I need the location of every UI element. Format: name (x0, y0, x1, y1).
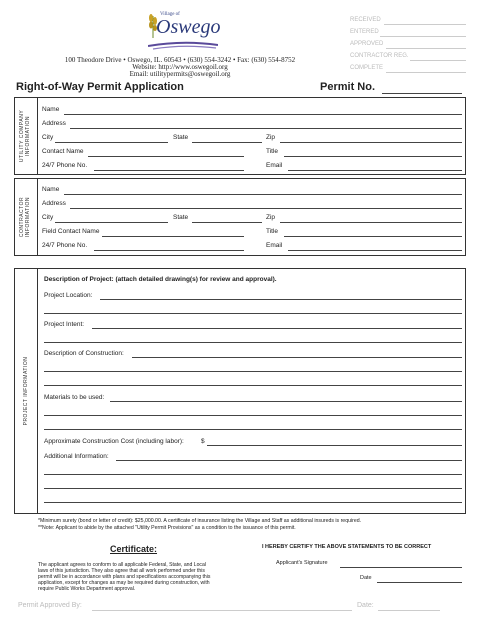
contractor-email-label: Email (266, 242, 283, 249)
date-field[interactable] (377, 582, 462, 583)
utility-state-field[interactable] (192, 142, 262, 143)
contractor-contact-label: Field Contact Name (42, 228, 100, 235)
logo-swoosh-icon (148, 40, 218, 50)
utility-zip-label: Zip (266, 134, 276, 141)
utility-title-label: Title (266, 148, 279, 155)
logo-small-text: Village of (160, 12, 180, 17)
project-location-field-2[interactable] (44, 313, 462, 314)
footer-date-field[interactable] (378, 610, 440, 611)
utility-name-field[interactable] (64, 114, 462, 115)
project-additional-field[interactable] (116, 460, 462, 461)
contractor-phone-field[interactable] (94, 250, 244, 251)
email[interactable]: Email: utilitypermits@oswegoil.org (129, 70, 231, 78)
utility-side-label: UTILITY COMPANY INFORMATION (19, 109, 31, 163)
project-cost-symbol: $ (201, 438, 205, 445)
footer-date-label: Date: (357, 602, 374, 609)
project-materials-field-2[interactable] (44, 415, 462, 416)
project-construction-field-2[interactable] (44, 371, 462, 372)
utility-phone-field[interactable] (94, 170, 244, 171)
office-received-label: RECEIVED (350, 17, 381, 23)
utility-contact-label: Contact Name (42, 148, 84, 155)
project-construction-field-3[interactable] (44, 385, 462, 386)
office-approved-label: APPROVED (350, 41, 384, 47)
contractor-side-label: CONTRACTOR INFORMATION (19, 196, 31, 238)
project-materials-field-3[interactable] (44, 429, 462, 430)
project-additional-field-2[interactable] (44, 474, 462, 475)
project-intent-field[interactable] (92, 328, 462, 329)
utility-email-field[interactable] (288, 170, 462, 171)
utility-address-label: Address (42, 120, 66, 127)
form-title: Right-of-Way Permit Application (16, 81, 184, 93)
utility-name-label: Name (42, 106, 60, 113)
address-line: 100 Theodore Drive • Oswego, IL. 60543 • (630) 554-3242 • Fax: (630) 554-8752 (64, 56, 296, 64)
utility-address-field[interactable] (70, 128, 462, 129)
project-materials-label: Materials to be used: (44, 394, 105, 401)
contractor-city-label: City (42, 214, 54, 221)
project-construction-label: Description of Construction: (44, 350, 124, 357)
certificate-body: The applicant agrees to conform to all applicable Federal, State, and Local laws of this jurisdiction. They also agree that all work performed under this permit will be in accordance with plans and specifications accompanying this application, except for changes as may be required during construction, with require Public Works Department approval. (38, 562, 211, 592)
project-intent-field-2[interactable] (44, 342, 462, 343)
contractor-contact-field[interactable] (102, 236, 244, 237)
office-entered-label: ENTERED (350, 29, 379, 35)
contractor-state-label: State (173, 214, 189, 221)
applicant-signature-label: Applicant's Signature (276, 560, 328, 566)
permit-approved-by-label: Permit Approved By: (18, 602, 82, 609)
contractor-phone-label: 24/7 Phone No. (42, 242, 88, 249)
contractor-email-field[interactable] (288, 250, 462, 251)
utility-state-label: State (173, 134, 189, 141)
office-contractor-reg-label: CONTRACTOR REG. (350, 53, 409, 59)
permit-number-label: Permit No. (320, 81, 376, 93)
permit-number-field[interactable] (382, 93, 462, 94)
contractor-address-label: Address (42, 200, 66, 207)
surety-note: *Minimum surety (bond or letter of credit): $25,000.00. A certificate of insurance listing the Village and Staff as additional insureds is required. (38, 518, 362, 524)
contractor-zip-label: Zip (266, 214, 276, 221)
utility-zip-field[interactable] (280, 142, 462, 143)
certify-statement: I HEREBY CERTIFY THE ABOVE STATEMENTS TO BE CORRECT (262, 544, 432, 550)
contractor-zip-field[interactable] (280, 222, 462, 223)
project-additional-label: Additional Information: (44, 453, 109, 460)
permit-approved-by-field[interactable] (92, 610, 352, 611)
utility-title-field[interactable] (284, 156, 462, 157)
utility-phone-label: 24/7 Phone No. (42, 162, 88, 169)
village-logo (138, 10, 221, 50)
project-construction-field[interactable] (132, 357, 462, 358)
utility-city-label: City (42, 134, 54, 141)
website[interactable]: Website: http://www.oswegoil.org (132, 63, 228, 71)
provisions-note: **Note: Applicant to abide by the attached "Utility Permit Provisions" as a condition to the issuance of this permit. (38, 525, 296, 531)
contractor-name-label: Name (42, 186, 60, 193)
project-cost-label: Approximate Construction Cost (including labor): (44, 438, 184, 445)
contractor-address-field[interactable] (70, 208, 462, 209)
applicant-signature-field[interactable] (340, 567, 462, 568)
utility-email-label: Email (266, 162, 283, 169)
utility-contact-field[interactable] (88, 156, 244, 157)
date-label: Date (360, 575, 372, 581)
project-intent-label: Project Intent: (44, 321, 85, 328)
office-complete-label: COMPLETE (350, 65, 384, 71)
utility-city-field[interactable] (55, 142, 168, 143)
project-side-label: PROJECT INFORMATION (23, 356, 29, 426)
contractor-title-field[interactable] (284, 236, 462, 237)
certificate-heading: Certificate: (110, 544, 158, 554)
contractor-state-field[interactable] (192, 222, 262, 223)
logo-name: Oswego (156, 16, 221, 38)
project-materials-field[interactable] (110, 401, 462, 402)
project-location-field[interactable] (100, 299, 462, 300)
project-additional-field-3[interactable] (44, 488, 462, 489)
project-section (14, 268, 466, 514)
project-description-heading: Description of Project: (attach detailed drawing(s) for review and approval). (44, 276, 277, 283)
project-cost-field[interactable] (207, 445, 462, 446)
project-additional-field-4[interactable] (44, 502, 462, 503)
contractor-city-field[interactable] (55, 222, 168, 223)
contractor-title-label: Title (266, 228, 279, 235)
project-location-label: Project Location: (44, 292, 93, 299)
contractor-name-field[interactable] (64, 194, 462, 195)
